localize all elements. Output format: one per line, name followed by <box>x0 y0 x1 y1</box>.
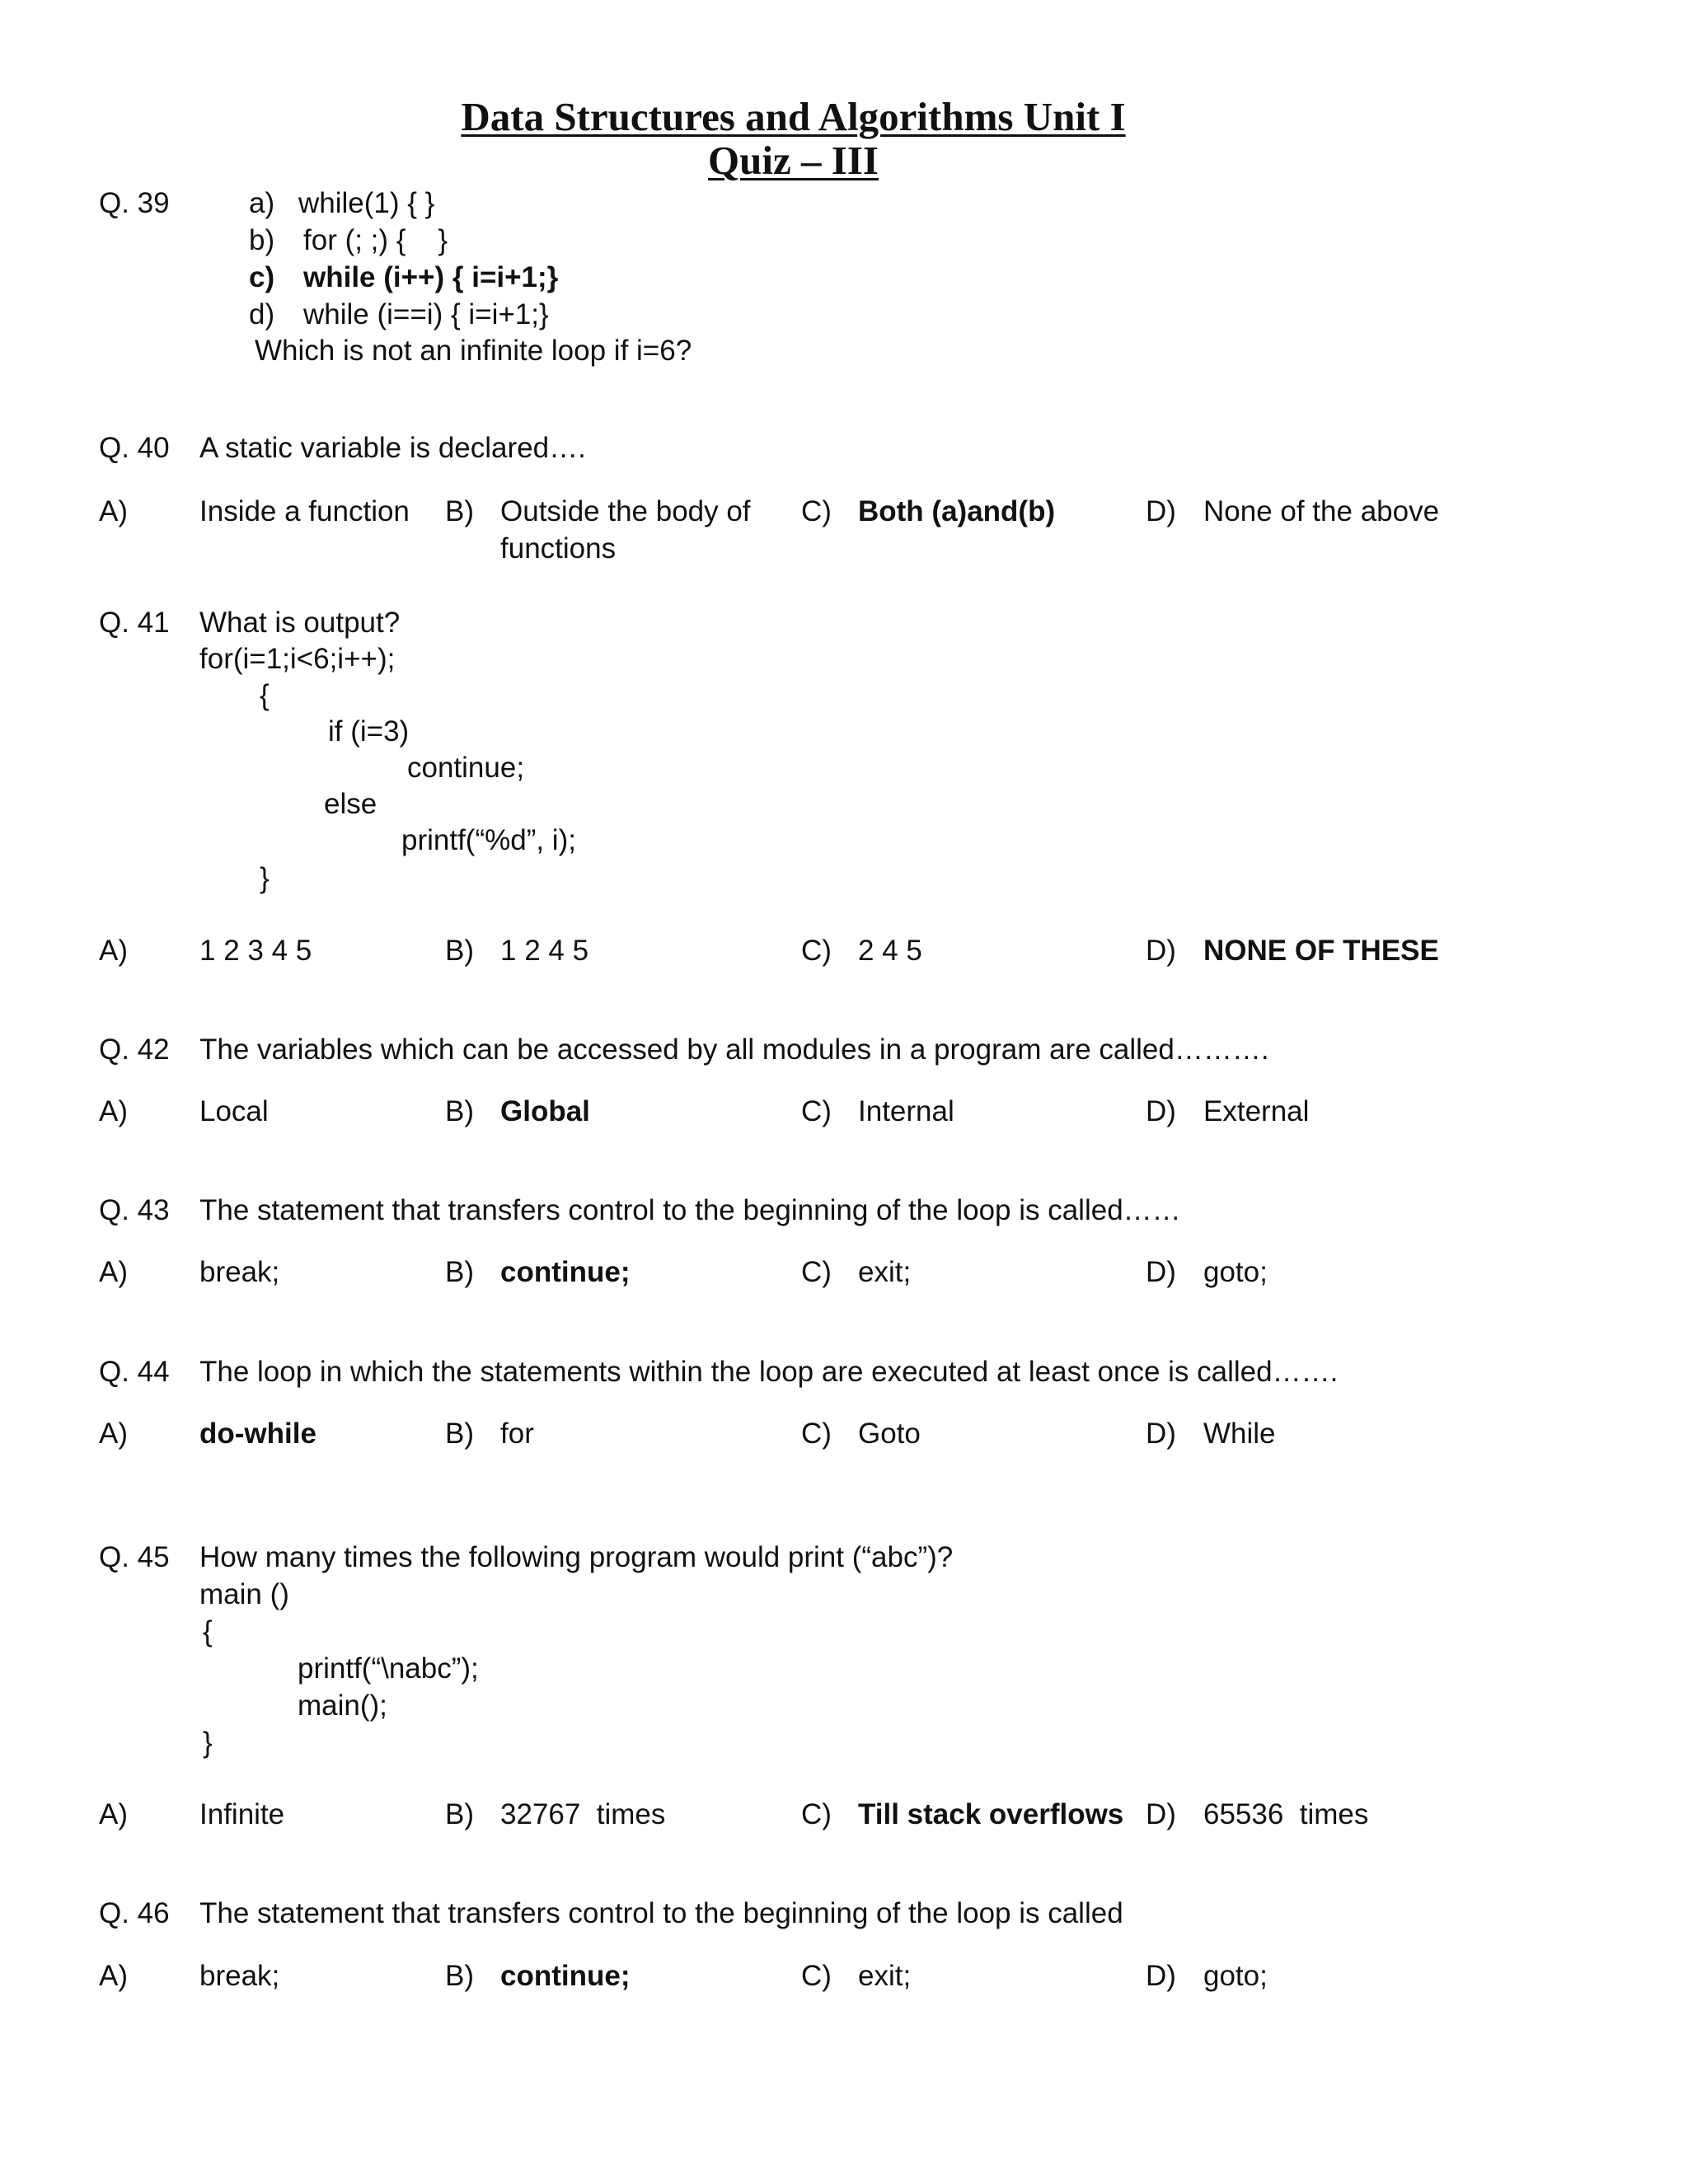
page-subtitle: Quiz – III <box>708 138 879 183</box>
code-line: if (i=3) <box>328 715 410 748</box>
option-b: 1 2 4 5 <box>500 935 589 967</box>
code-line: printf(“\nabc”); <box>298 1652 479 1685</box>
option-d: While <box>1203 1418 1276 1450</box>
option-label: A) <box>99 935 128 967</box>
option-letter: B) <box>445 1418 474 1450</box>
option-letter: B) <box>445 1095 474 1127</box>
correct-answer: while (i++) { i=i+1;} <box>303 261 559 293</box>
correct-answer: do-while <box>199 1418 316 1450</box>
correct-answer: NONE OF THESE <box>1203 935 1439 967</box>
question-text: The statement that transfers control to the beginning of the loop is called <box>199 1897 1123 1929</box>
option-letter: D) <box>1146 1095 1176 1127</box>
option-letter: b) <box>249 224 275 256</box>
option-a: 1 2 3 4 5 <box>199 935 312 967</box>
option-letter: B) <box>445 495 474 527</box>
option-letter: D) <box>1146 495 1176 527</box>
option-label: A) <box>99 1256 128 1288</box>
option-letter: B) <box>445 935 474 967</box>
question-text: The statement that transfers control to the beginning of the loop is called…… <box>199 1194 1181 1226</box>
option-letter: D) <box>1146 1256 1176 1288</box>
option-label: A) <box>99 1798 128 1830</box>
option-letter: D) <box>1146 1418 1176 1450</box>
option-a: break; <box>199 1256 280 1288</box>
option-a: Inside a function <box>199 495 410 527</box>
question-text: Which is not an infinite loop if i=6? <box>255 335 692 367</box>
option-c: Internal <box>858 1095 954 1127</box>
question-text: What is output? <box>199 607 401 639</box>
question-number: Q. 46 <box>99 1897 170 1929</box>
code-line: } <box>260 862 270 894</box>
option-d: goto; <box>1203 1256 1268 1288</box>
option-letter: a) <box>249 187 275 219</box>
option-a: Local <box>199 1095 269 1127</box>
option-b: for <box>500 1418 534 1450</box>
option-text: while (i==i) { i=i+1;} <box>303 298 549 330</box>
question-number: Q. 45 <box>99 1541 170 1573</box>
question-text: A static variable is declared…. <box>199 432 586 464</box>
correct-answer: Global <box>500 1095 590 1127</box>
option-a: Infinite <box>199 1798 285 1830</box>
question-text: The variables which can be accessed by all modules in a program are called………. <box>199 1033 1269 1066</box>
option-c: exit; <box>858 1256 912 1288</box>
code-line: printf(“%d”, i); <box>401 824 576 856</box>
code-line: main () <box>199 1578 289 1610</box>
code-line: { <box>260 679 270 711</box>
option-c: exit; <box>858 1960 912 1992</box>
option-letter: c) <box>249 261 275 293</box>
code-line: } <box>203 1727 213 1759</box>
option-d: External <box>1203 1095 1310 1127</box>
option-d: None of the above <box>1203 495 1440 527</box>
option-label: A) <box>99 1418 128 1450</box>
option-d: goto; <box>1203 1960 1268 1992</box>
question-number: Q. 40 <box>99 432 170 464</box>
question-number: Q. 44 <box>99 1356 170 1388</box>
code-line: for(i=1;i<6;i++); <box>199 643 396 675</box>
option-letter: C) <box>801 1256 832 1288</box>
option-letter: D) <box>1146 1798 1176 1830</box>
code-line: else <box>324 788 377 820</box>
option-c: Goto <box>858 1418 921 1450</box>
option-d: 65536 times <box>1203 1798 1369 1830</box>
option-b: Outside the body of <box>500 495 751 527</box>
option-letter: C) <box>801 1095 832 1127</box>
question-number: Q. 43 <box>99 1194 170 1226</box>
option-letter: B) <box>445 1798 474 1830</box>
option-b-continued: functions <box>500 532 617 565</box>
option-label: A) <box>99 1095 128 1127</box>
page-title: Data Structures and Algorithms Unit I <box>461 94 1126 139</box>
option-letter: D) <box>1146 935 1176 967</box>
question-text: The loop in which the statements within the loop are executed at least once is called……. <box>199 1356 1339 1388</box>
code-line: continue; <box>407 752 525 784</box>
code-line: { <box>203 1615 213 1647</box>
question-number: Q. 41 <box>99 607 170 639</box>
option-letter: C) <box>801 1960 832 1992</box>
correct-answer: continue; <box>500 1256 631 1288</box>
option-letter: B) <box>445 1256 474 1288</box>
option-a: break; <box>199 1960 280 1992</box>
question-text: How many times the following program would print (“abc”)? <box>199 1541 954 1573</box>
option-c: 2 4 5 <box>858 935 922 967</box>
option-label: A) <box>99 495 128 527</box>
option-letter: C) <box>801 1798 832 1830</box>
option-letter: D) <box>1146 1960 1176 1992</box>
option-letter: C) <box>801 935 832 967</box>
correct-answer: Till stack overflows <box>858 1798 1124 1830</box>
option-b: 32767 times <box>500 1798 666 1830</box>
option-letter: B) <box>445 1960 474 1992</box>
question-number: Q. 39 <box>99 187 170 219</box>
option-letter: d) <box>249 298 275 330</box>
option-letter: C) <box>801 495 832 527</box>
option-letter: C) <box>801 1418 832 1450</box>
question-number: Q. 42 <box>99 1033 170 1066</box>
option-text: for (; ;) { } <box>303 224 448 256</box>
option-label: A) <box>99 1960 128 1992</box>
correct-answer: continue; <box>500 1960 631 1992</box>
correct-answer: Both (a)and(b) <box>858 495 1056 527</box>
code-line: main(); <box>298 1690 387 1722</box>
option-text: while(1) { } <box>298 187 435 219</box>
